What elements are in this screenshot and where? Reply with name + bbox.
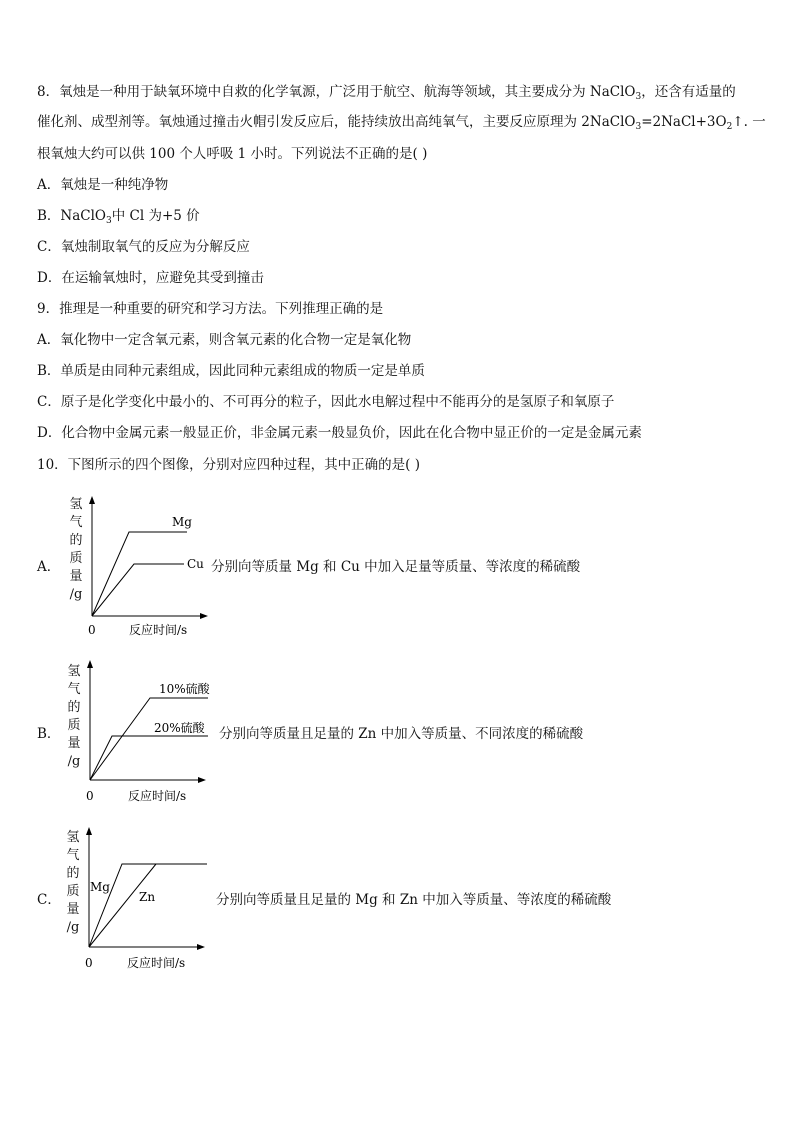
q9-stem: 9．推理是一种重要的研究和学习方法。下列推理正确的是 xyxy=(37,301,384,317)
y-axis-arrow xyxy=(89,496,95,504)
series-zn-line xyxy=(89,864,156,947)
q10-stem: 10．下图所示的四个图像，分别对应四种过程，其中正确的是( ) xyxy=(37,457,421,473)
y-label-char: 质 xyxy=(66,884,80,899)
series-label-mg: Mg xyxy=(172,515,192,529)
graph-c xyxy=(81,823,216,973)
origin-label: 0 xyxy=(88,623,96,637)
series-20pct-line xyxy=(90,736,208,780)
q10-option-b-label[interactable]: B． xyxy=(37,726,61,742)
y-label-char: 量 xyxy=(66,902,80,917)
subscript: 3 xyxy=(106,216,112,226)
graph-a xyxy=(84,492,214,642)
y-label-char: 的 xyxy=(66,866,80,881)
q8-option-b-text: B．NaClO xyxy=(37,208,106,224)
series-label-zn: Zn xyxy=(139,890,156,904)
y-axis-label xyxy=(66,663,82,771)
q8-option-a[interactable]: A．氧烛是一种纯净物 xyxy=(37,177,169,193)
x-axis-label: 反应时间/s xyxy=(129,623,188,637)
q8-option-b-text-end: 中 Cl 为+5 价 xyxy=(111,208,200,224)
q9-option-a[interactable]: A．氧化物中一定含氧元素，则含氧元素的化合物一定是氧化物 xyxy=(37,332,412,348)
subscript: 2 xyxy=(726,122,733,132)
y-label-char: 气 xyxy=(66,848,80,863)
y-label-char: 的 xyxy=(69,533,83,548)
x-axis-arrow xyxy=(197,944,205,950)
subscript: 3 xyxy=(635,122,642,132)
series-label-10pct: 10%硫酸 xyxy=(159,682,210,696)
y-label-char: /g xyxy=(66,920,80,935)
q8-stem-line3: 根氧烛大约可以供 100 个人呼吸 1 小时。下列说法不正确的是( ) xyxy=(37,146,428,162)
q10-option-a-label[interactable]: A． xyxy=(37,559,61,575)
q9-option-b[interactable]: B．单质是由同种元素组成，因此同种元素组成的物质一定是单质 xyxy=(37,363,425,379)
q8-option-c[interactable]: C．氧烛制取氧气的反应为分解反应 xyxy=(37,239,250,255)
y-label-char: 氢 xyxy=(67,664,81,679)
q10-option-c-desc: 分别向等质量且足量的 Mg 和 Zn 中加入等质量、等浓度的稀硫酸 xyxy=(216,892,612,908)
y-label-char: 量 xyxy=(69,569,83,584)
origin-label: 0 xyxy=(85,956,93,970)
y-axis-label xyxy=(68,496,84,604)
q8-stem-line1 xyxy=(37,82,736,107)
series-mg-line xyxy=(92,532,187,616)
y-axis-arrow xyxy=(86,827,92,835)
y-label-char: 的 xyxy=(67,700,81,715)
series-label-mg: Mg xyxy=(90,880,110,894)
y-axis-arrow xyxy=(87,660,93,668)
series-label-cu: Cu xyxy=(187,557,204,571)
q9-option-c[interactable]: C．原子是化学变化中最小的、不可再分的粒子，因此水电解过程中不能再分的是氢原子和氧原子 xyxy=(37,394,615,410)
subscript: 3 xyxy=(635,92,642,102)
q8-line2-text: 催化剂、成型剂等。氧烛通过撞击火帽引发反应后，能持续放出高纯氧气，主要反应原理为 2NaClO xyxy=(37,114,636,130)
x-axis-arrow xyxy=(200,613,208,619)
y-label-char: 量 xyxy=(67,736,81,751)
series-mg-line xyxy=(89,864,207,947)
q8-stem-line2 xyxy=(37,112,766,137)
y-label-char: 气 xyxy=(69,515,83,530)
q8-option-d[interactable]: D．在运输氧烛时，应避免其受到撞击 xyxy=(37,270,264,286)
y-label-char: 氢 xyxy=(69,497,83,512)
series-10pct-line xyxy=(90,698,208,780)
origin-label: 0 xyxy=(86,789,94,803)
graph-b xyxy=(82,656,217,806)
y-label-char: /g xyxy=(67,754,81,769)
q10-option-a-desc: 分别向等质量 Mg 和 Cu 中加入足量等质量、等浓度的稀硫酸 xyxy=(211,559,581,575)
q10-option-b-desc: 分别向等质量且足量的 Zn 中加入等质量、不同浓度的稀硫酸 xyxy=(219,726,584,742)
series-cu-line xyxy=(92,564,184,616)
q8-line1-text: 8．氧烛是一种用于缺氧环境中自救的化学氧源，广泛用于航空、航海等领域，其主要成分为 NaClO xyxy=(37,84,636,100)
q10-option-c-label[interactable]: C． xyxy=(37,892,61,908)
q8-line2-text-end: ↑. 一 xyxy=(732,114,766,130)
series-label-20pct: 20%硫酸 xyxy=(154,721,205,735)
q8-line2-text-mid: =2NaCl+3O xyxy=(641,114,727,130)
q9-option-d[interactable]: D．化合物中金属元素一般显正价，非金属元素一般显负价，因此在化合物中显正价的一定是金属元素 xyxy=(37,425,642,441)
x-axis-label: 反应时间/s xyxy=(127,956,186,970)
y-label-char: 气 xyxy=(67,682,81,697)
q8-line1-text-end: ，还含有适量的 xyxy=(641,84,736,100)
y-label-char: 质 xyxy=(69,551,83,566)
x-axis-arrow xyxy=(198,777,206,783)
y-label-char: /g xyxy=(69,587,83,602)
y-label-char: 质 xyxy=(67,718,81,733)
x-axis-label: 反应时间/s xyxy=(128,789,187,803)
q8-option-b[interactable] xyxy=(37,206,200,231)
y-label-char: 氢 xyxy=(66,830,80,845)
y-axis-label xyxy=(65,829,81,937)
